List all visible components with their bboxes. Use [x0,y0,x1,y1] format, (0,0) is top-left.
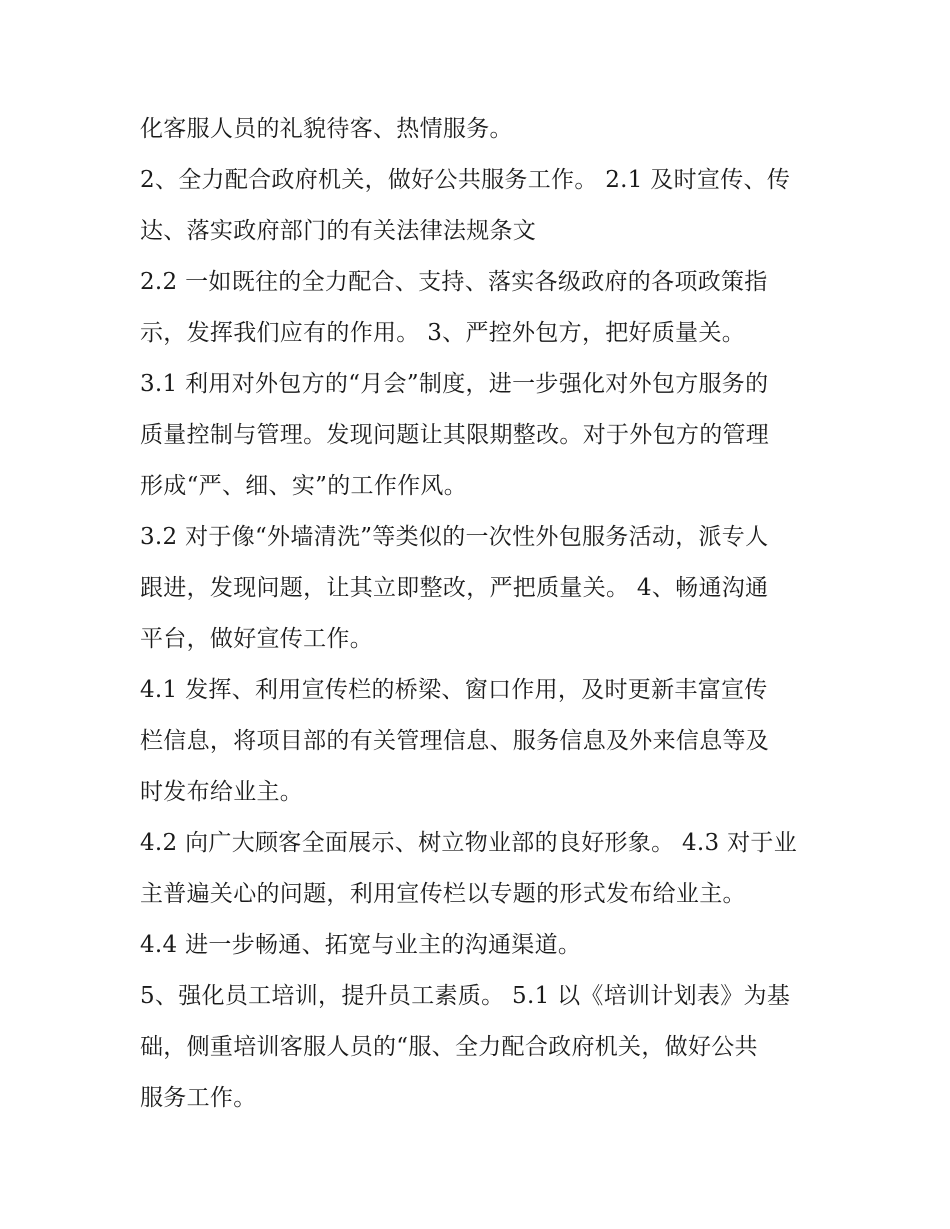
text-line-3: 达、落实政府部门的有关法律法规条文 [140,218,537,244]
text-line-8: 形成“严、细、实”的工作作风。 [140,473,468,499]
text-line-12: 4.1 发挥、利用宣传栏的桥梁、窗口作用，及时更新丰富宣传 [140,677,768,703]
text-line-5: 示，发挥我们应有的作用。 3、严控外包方，把好质量关。 [140,320,746,346]
text-line-2: 2、全力配合政府机关，做好公共服务工作。 2.1 及时宣传、传 [140,167,791,193]
text-line-6: 3.1 利用对外包方的“月会”制度，进一步强化对外包方服务的 [140,371,769,397]
text-line-13: 栏信息，将项目部的有关管理信息、服务信息及外来信息等及 [140,728,770,754]
text-line-10: 跟进，发现问题，让其立即整改，严把质量关。 4、畅通沟通 [140,575,769,601]
text-line-18: 5、强化员工培训，提升员工素质。 5.1 以《培训计划表》为基 [140,983,791,1009]
text-line-17: 4.4 进一步畅通、拓宽与业主的沟通渠道。 [140,932,582,958]
text-line-4: 2.2 一如既往的全力配合、支持、落实各级政府的各项政策指 [140,269,768,295]
text-line-1: 化客服人员的礼貌待客、热情服务。 [140,116,513,142]
text-line-14: 时发布给业主。 [140,779,304,805]
text-line-11: 平台，做好宣传工作。 [140,626,373,652]
text-line-15: 4.2 向广大顾客全面展示、树立物业部的良好形象。 4.3 对于业 [140,830,797,856]
text-line-9: 3.2 对于像“外墙清洗”等类似的一次性外包服务活动，派专人 [140,524,769,550]
text-line-19: 础，侧重培训客服人员的“服、全力配合政府机关，做好公共 [140,1034,758,1060]
body-text [140,107,830,1127]
text-line-20: 服务工作。 [140,1085,257,1111]
text-line-7: 质量控制与管理。发现问题让其限期整改。对于外包方的管理 [140,422,770,448]
text-line-16: 主普遍关心的问题，利用宣传栏以专题的形式发布给业主。 [140,881,746,907]
